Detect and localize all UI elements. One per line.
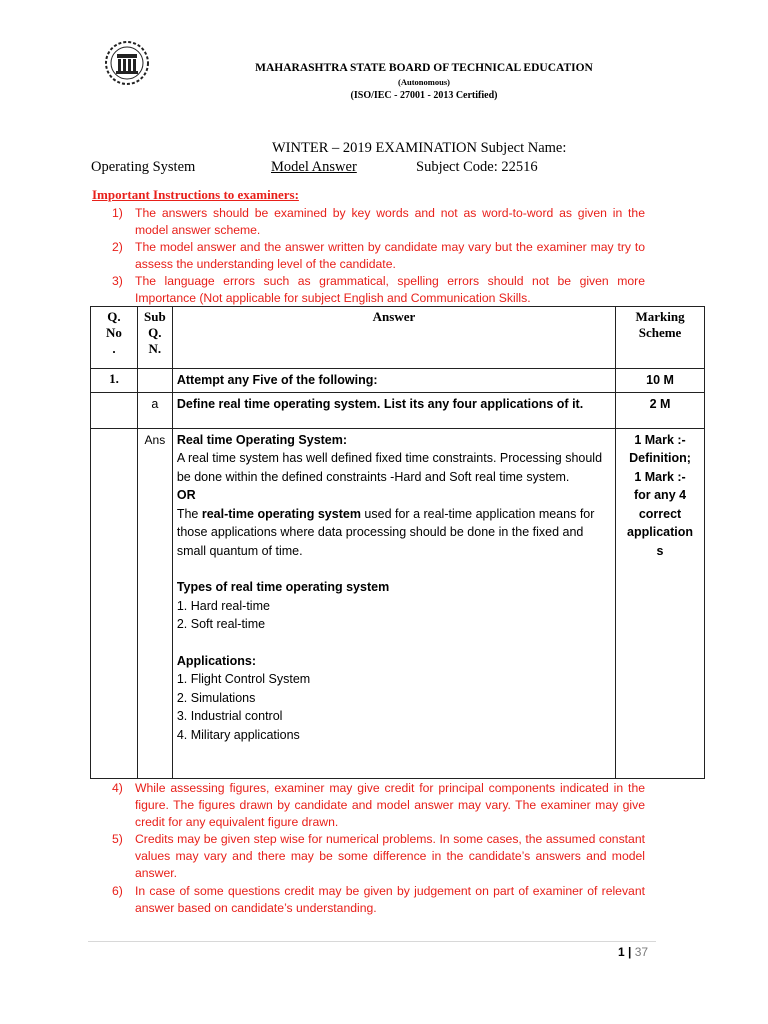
header-marking: [616, 307, 705, 369]
answer-heading: Real time Operating System:: [176, 432, 348, 447]
answer-paragraph: [177, 505, 611, 561]
autonomous-label: (Autonomous): [398, 77, 450, 87]
header-marking-line: Scheme: [638, 325, 682, 340]
sub-question: [137, 369, 172, 393]
marking-line: s: [656, 543, 664, 558]
instruction-text: The model answer and the answer written by candidate may vary but the examiner may try to assess the understanding level of the candidate.: [135, 240, 645, 271]
certification-label: (ISO/IEC - 27001 - 2013 Certified): [350, 90, 498, 101]
instruction-text: While assessing figures, examiner may give credit for principal components indicated in the figure. The figures drawn by candidate and model answer may vary. The examiner may give credit for any equivalent figure drawn.: [135, 781, 645, 829]
question-number: 1.: [91, 369, 138, 393]
header-marking-line: Marking: [635, 309, 685, 324]
instruction-number: 6): [112, 884, 123, 898]
instruction-text: The answers should be examined by key words and not as word-to-word as given in the model answer scheme.: [135, 206, 645, 237]
subject-code: Subject Code: 22516: [416, 159, 538, 175]
answer-or: OR: [176, 488, 196, 502]
page-separator: |: [628, 945, 632, 959]
types-item: 1. Hard real-time: [176, 598, 270, 613]
answer-paragraph: A real time system has well defined fixed time constraints. Processing should be done within the defined constraints -Hard and Soft real time system.: [176, 451, 603, 484]
instruction-number: 2): [112, 240, 123, 254]
marking-line: 1 Mark :-: [634, 432, 686, 447]
marking-line: 1 Mark :-: [634, 469, 686, 484]
marking-line: for any 4: [633, 488, 687, 502]
table-row: [91, 428, 705, 778]
question-marks: 10 M: [616, 369, 705, 393]
question-text: Attempt any Five of the following:: [172, 369, 615, 393]
marking-line: Definition;: [629, 451, 691, 465]
footer-divider: [88, 941, 656, 942]
instruction-number: 4): [112, 781, 123, 795]
para-text: used for a real-time application means for those applications where data processing should be done in the fixed and small quantum of time.: [176, 506, 595, 558]
header-subq-line: Q.: [148, 325, 162, 340]
current-page: 1: [618, 945, 625, 959]
header-qno-line: .: [112, 341, 116, 356]
model-answer-label: Model Answer: [271, 159, 357, 175]
para-text: The: [176, 506, 202, 521]
instruction-number: 1): [112, 206, 123, 220]
header-subq-line: N.: [148, 341, 162, 356]
board-name: MAHARASHTRA STATE BOARD OF TECHNICAL EDUCATION: [255, 62, 593, 74]
types-item: 2. Soft real-time: [176, 617, 266, 631]
exam-title: WINTER – 2019 EXAMINATION Subject Name:: [272, 140, 567, 156]
subject-name: Operating System: [91, 159, 196, 175]
application-item: 3. Industrial control: [176, 709, 283, 723]
page-number: [618, 945, 648, 959]
application-item: 1. Flight Control System: [176, 672, 311, 686]
header-answer: Answer: [172, 307, 615, 369]
table-header-row: [91, 307, 705, 369]
question-text: Define real time operating system. List its any four applications of it.: [172, 392, 615, 428]
header-subq: [137, 307, 172, 369]
instruction-number: 3): [112, 274, 123, 288]
application-item: 4. Military applications: [176, 727, 300, 742]
marking-line: correct: [638, 506, 682, 521]
instruction-text: Credits may be given step wise for numerical problems. In some cases, the assumed constant values may vary and there may be some difference in the candidate’s answers and model answer.: [135, 832, 645, 880]
header-qno-line: No: [105, 325, 122, 340]
marking-scheme: [616, 428, 705, 778]
marking-line: application: [627, 525, 694, 539]
header-qno: [91, 307, 138, 369]
question-number: [91, 392, 138, 428]
sub-question: a: [137, 392, 172, 428]
question-marks: 2 M: [616, 392, 705, 428]
para-bold-text: real-time operating system: [201, 506, 361, 521]
answer-cell: [172, 428, 615, 778]
instruction-text: The language errors such as grammatical, spelling errors should not be given more Importance (Not applicable for subject English and Communication Skills.: [135, 274, 645, 305]
instructions-title: Important Instructions to examiners:: [92, 187, 299, 202]
total-pages: 37: [634, 945, 649, 959]
application-item: 2. Simulations: [176, 690, 256, 705]
table-row: [91, 392, 705, 428]
table-row: [91, 369, 705, 393]
question-number: [91, 428, 138, 778]
sub-question: Ans: [137, 428, 172, 778]
header-qno-line: Q.: [107, 309, 121, 324]
instruction-text: In case of some questions credit may be given by judgement on part of examiner of relevant answer based on candidate’s understanding.: [135, 884, 645, 915]
header-subq-line: Sub: [144, 309, 166, 324]
instruction-number: 5): [112, 832, 123, 846]
applications-heading: Applications:: [176, 653, 257, 668]
types-heading: Types of real time operating system: [176, 580, 390, 594]
answer-table: [90, 306, 705, 779]
